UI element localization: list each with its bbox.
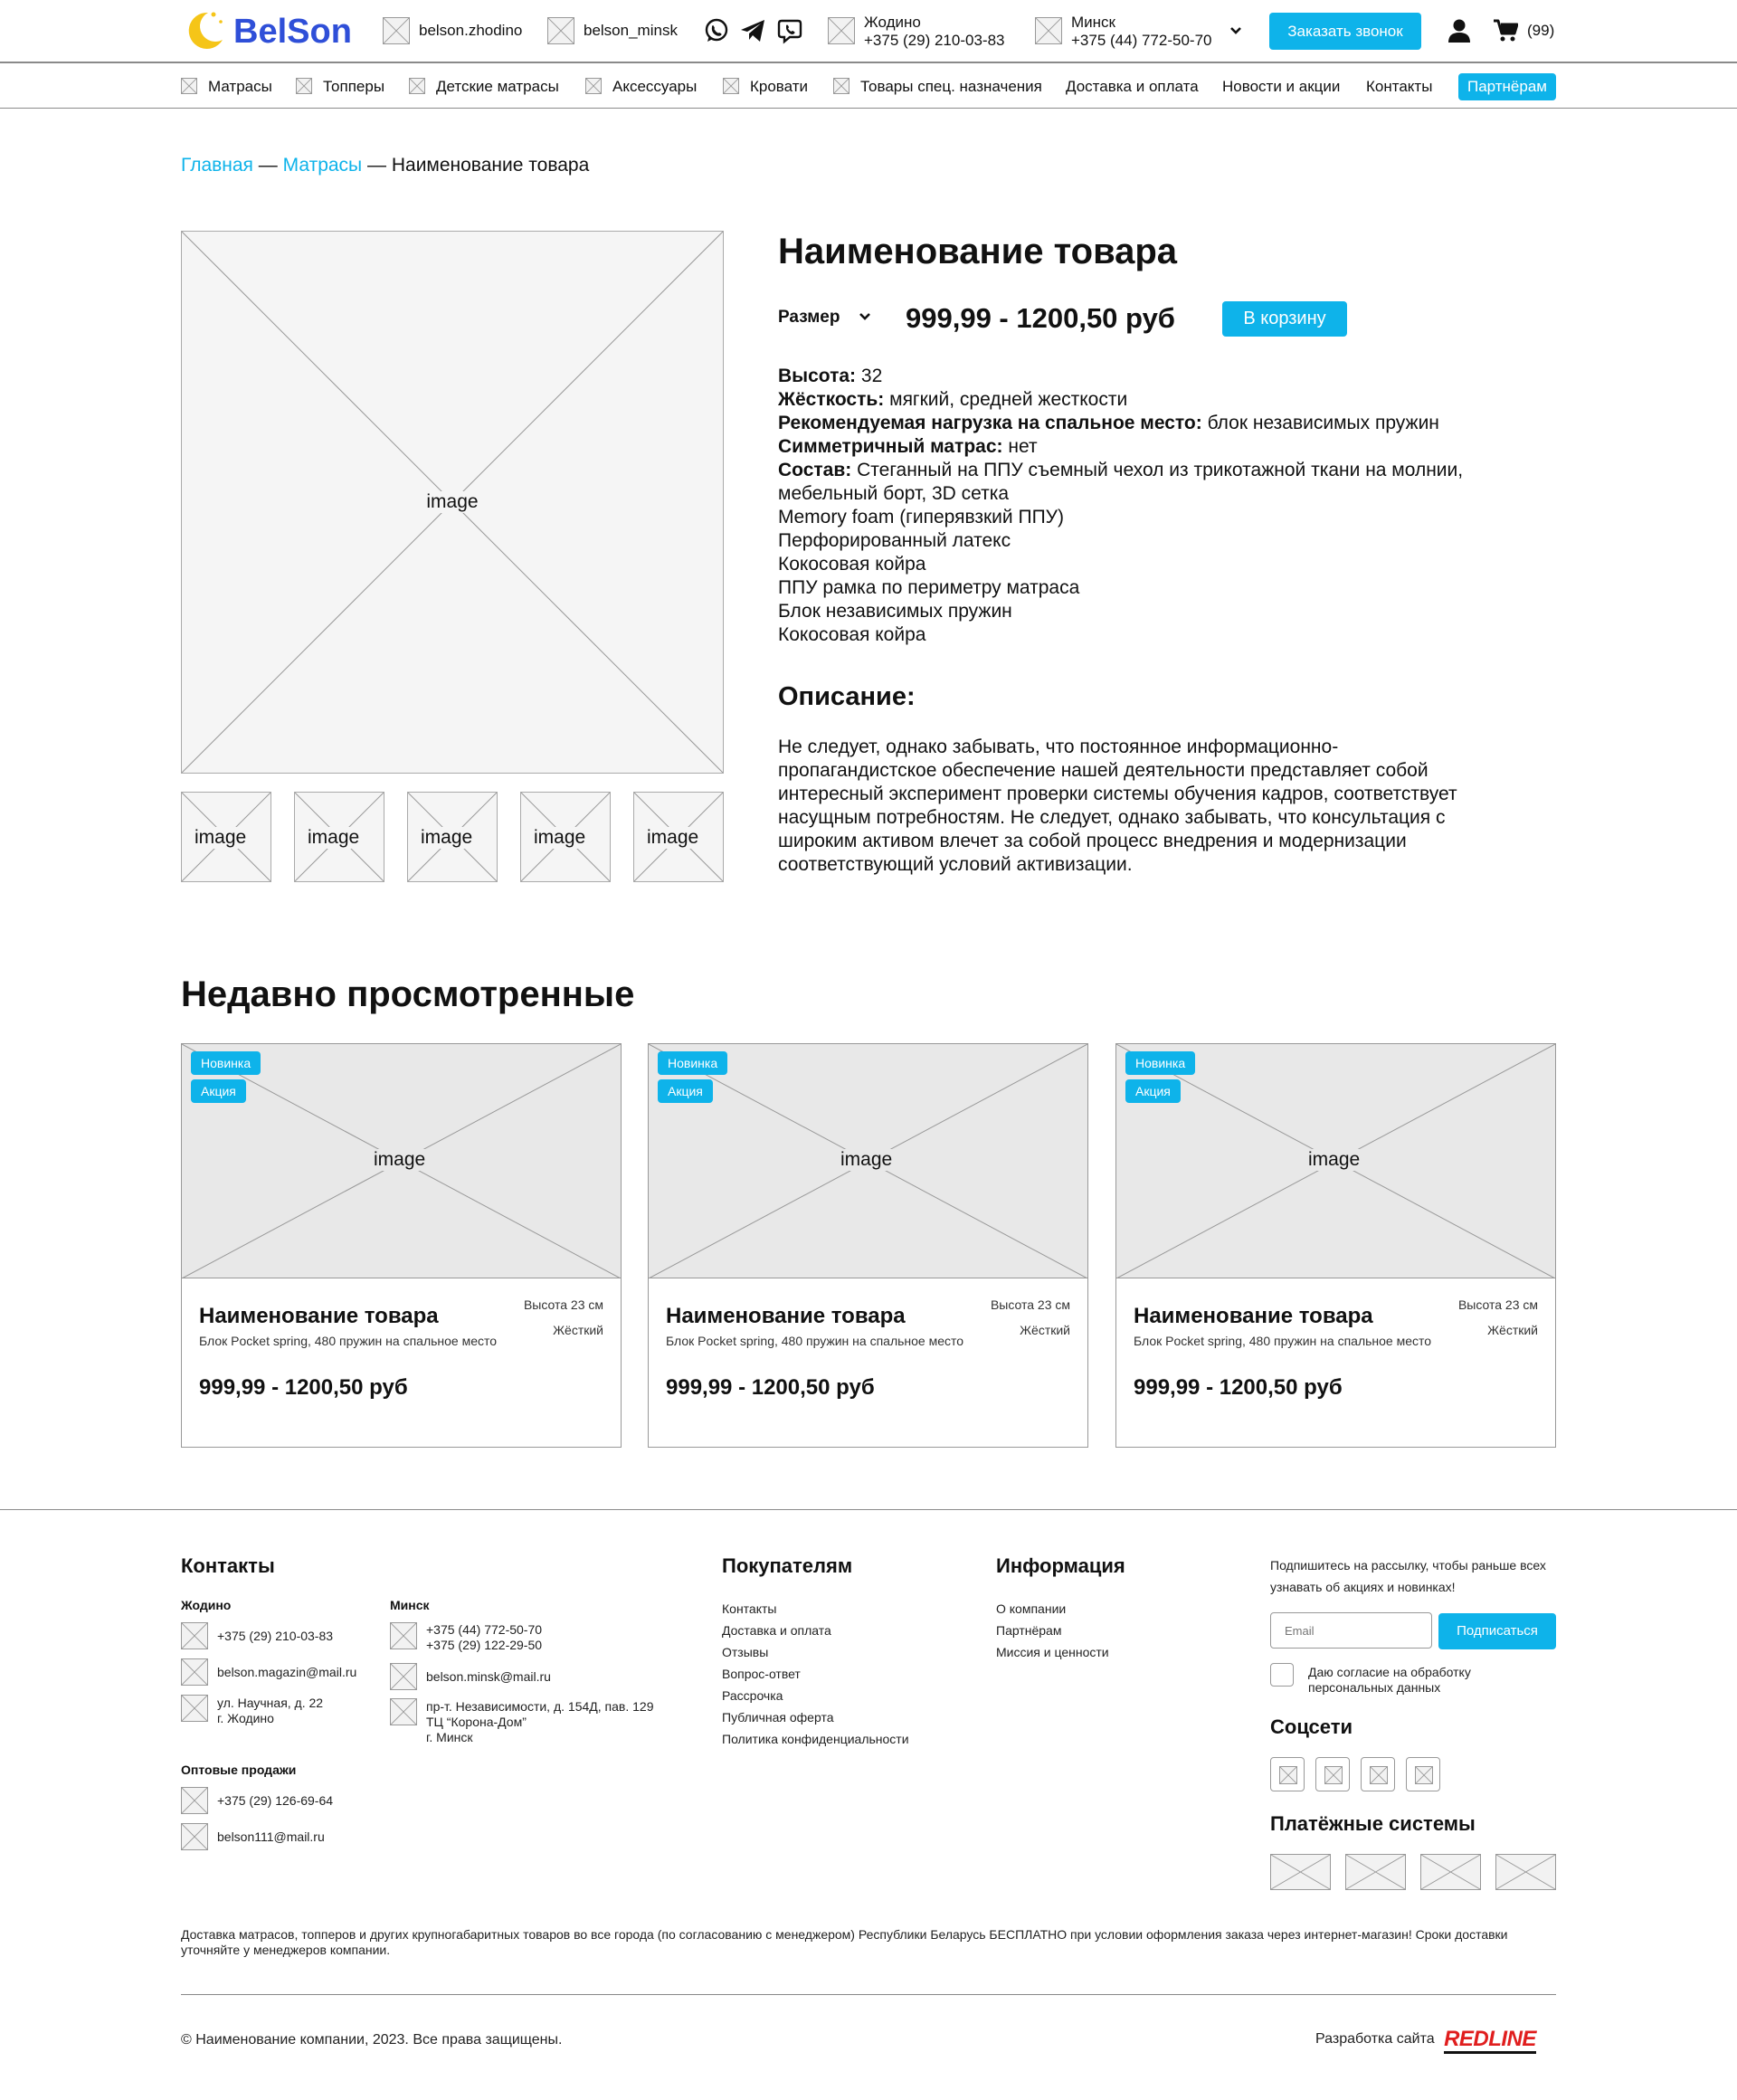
address-placeholder-icon — [181, 1695, 208, 1722]
footer-wholesale-phone[interactable]: +375 (29) 126-69-64 — [217, 1793, 334, 1808]
email-placeholder-icon — [390, 1663, 417, 1690]
nav-item-toppers[interactable] — [296, 77, 384, 97]
composition-item: ППУ рамка по периметру матраса — [778, 577, 1080, 598]
callback-button[interactable]: Заказать звонок — [1269, 13, 1421, 50]
footer-buyers-title: Покупателям — [722, 1554, 853, 1577]
address-placeholder-icon — [390, 1698, 417, 1725]
subscribe-email-input[interactable] — [1270, 1612, 1432, 1649]
product-card[interactable] — [1115, 1043, 1556, 1448]
product-card[interactable] — [648, 1043, 1088, 1448]
email-placeholder-icon — [181, 1658, 208, 1686]
spec-value: Стеганный на ППУ съемный чехол из трикотажной ткани на молнии, мебельный борт, 3D сетка — [778, 460, 1464, 504]
footer-link[interactable]: Доставка и оплата — [722, 1623, 831, 1638]
nav-label: Товары спец. назначения — [860, 78, 1042, 95]
spec-label: Жёсткость: — [778, 389, 885, 410]
moon-logo-icon — [181, 7, 228, 54]
nav-label: Аксессуары — [612, 78, 698, 95]
user-icon[interactable] — [1447, 18, 1472, 43]
product-thumbnail[interactable] — [407, 792, 498, 882]
instagram-placeholder-icon — [547, 17, 574, 44]
footer-info-links — [996, 1598, 1109, 1663]
contact-city: Жодино — [864, 14, 921, 31]
footer-minsk-email[interactable]: belson.minsk@mail.ru — [426, 1669, 551, 1684]
social-link[interactable] — [1315, 1757, 1350, 1791]
footer-link[interactable]: О компании — [996, 1601, 1067, 1616]
footer-payment-title: Платёжные системы — [1270, 1812, 1476, 1835]
social-link[interactable] — [1270, 1757, 1305, 1791]
spec-label: Высота: — [778, 366, 857, 386]
spec-label: Симметричный матрас: — [778, 436, 1003, 457]
footer-link[interactable]: Публичная оферта — [722, 1710, 834, 1725]
breadcrumb-separator: — — [367, 155, 386, 176]
footer-bottom-divider — [181, 1994, 1556, 1995]
composition-item: Кокосовая койра — [778, 554, 926, 575]
nav-divider — [0, 108, 1737, 109]
nav-label: Матрасы — [208, 78, 272, 95]
nav-item-news[interactable]: Новости и акции — [1222, 78, 1341, 95]
contact-phone-zhodino[interactable]: +375 (29) 210-03-83 — [864, 32, 1005, 49]
product-thumbnail[interactable] — [520, 792, 611, 882]
footer-zhodino-title: Жодино — [181, 1598, 232, 1612]
footer-info-title: Информация — [996, 1554, 1125, 1577]
card-height: Высота 23 см — [990, 1297, 1070, 1312]
footer-link[interactable]: Вопрос-ответ — [722, 1667, 801, 1681]
subscribe-text: Подпишитесь на рассылку, чтобы раньше всех узнавать об акциях и новинках! — [1270, 1558, 1546, 1594]
footer-link[interactable]: Политика конфиденциальности — [722, 1732, 909, 1746]
card-price: 999,99 - 1200,50 руб — [666, 1375, 875, 1400]
footer-zhodino-email[interactable]: belson.magazin@mail.ru — [217, 1665, 357, 1679]
instagram-placeholder-icon — [383, 17, 410, 44]
image-label: image — [534, 827, 586, 848]
header-contact-zhodino — [864, 14, 1004, 50]
payment-system-placeholder-icon — [1420, 1854, 1481, 1890]
phone-placeholder-icon — [181, 1787, 208, 1814]
social-placeholder-icon — [1370, 1766, 1388, 1784]
footer-link[interactable]: Рассрочка — [722, 1688, 783, 1703]
category-placeholder-icon — [181, 78, 197, 94]
badge-new: Новинка — [658, 1051, 727, 1075]
card-title[interactable]: Наименование товара — [199, 1304, 439, 1328]
address-line: ул. Научная, д. 22 — [217, 1696, 324, 1710]
card-title[interactable]: Наименование товара — [1134, 1304, 1373, 1328]
badge-sale: Акция — [191, 1079, 246, 1103]
header-contact-minsk — [1071, 14, 1211, 50]
card-image — [1116, 1044, 1555, 1278]
spec-value: блок независимых пружин — [1207, 413, 1439, 433]
viber-icon[interactable] — [776, 17, 803, 44]
badge-sale: Акция — [1125, 1079, 1181, 1103]
image-label: image — [195, 827, 247, 848]
card-firmness: Жёсткий — [553, 1323, 603, 1337]
image-label: image — [840, 1149, 893, 1170]
subscribe-button[interactable]: Подписаться — [1438, 1613, 1556, 1649]
footer-minsk-title: Минск — [390, 1598, 430, 1612]
consent-text: Даю согласие на обработку персональных данных — [1308, 1665, 1471, 1695]
card-description: Блок Pocket spring, 480 пружин на спальное место — [666, 1334, 964, 1348]
spec-label: Рекомендуемая нагрузка на спальное место: — [778, 413, 1202, 433]
breadcrumb — [181, 155, 589, 176]
payment-system-placeholder-icon — [1495, 1854, 1556, 1890]
breadcrumb-separator: — — [258, 155, 278, 176]
image-label: image — [421, 827, 473, 848]
footer-link[interactable]: Контакты — [722, 1601, 777, 1616]
nav-label: Топперы — [323, 78, 385, 95]
card-title[interactable]: Наименование товара — [666, 1304, 906, 1328]
social-placeholder-icon — [1415, 1766, 1433, 1784]
delivery-note: Доставка матрасов, топперов и других крупногабаритных товаров во все города (по согласованию с менеджером) Республики Беларусь БЕСПЛАТНО при условии оформления заказа через интернет-магазин! Сроки доставки уточняйте у менеджеров компании. — [181, 1927, 1508, 1957]
developer-label: Разработка сайта — [1315, 2031, 1435, 2047]
nav-label: Детские матрасы — [436, 78, 559, 95]
nav-label: Кровати — [750, 78, 809, 95]
social-link[interactable] — [1361, 1757, 1395, 1791]
social-placeholder-icon — [1279, 1766, 1297, 1784]
footer-minsk-phone2[interactable]: +375 (29) 122-29-50 — [426, 1638, 543, 1652]
email-placeholder-icon — [181, 1823, 208, 1850]
phone-placeholder-icon — [390, 1622, 417, 1649]
breadcrumb-current: Наименование товара — [391, 155, 590, 176]
logo[interactable] — [181, 7, 362, 54]
spec-row — [778, 435, 1484, 459]
composition-item: Перфорированный латекс — [778, 530, 1011, 551]
category-placeholder-icon — [723, 78, 739, 94]
header-divider — [0, 62, 1737, 63]
footer-wholesale-title: Оптовые продажи — [181, 1763, 297, 1777]
recent-title: Недавно просмотренные — [181, 974, 635, 1014]
size-select-label: Размер — [778, 308, 840, 327]
nav-item-mattresses[interactable] — [181, 77, 272, 97]
product-title: Наименование товара — [778, 232, 1178, 271]
nav-item-special-goods[interactable] — [833, 77, 1042, 97]
footer-social-title: Соцсети — [1270, 1715, 1353, 1738]
contact-phone-minsk[interactable]: +375 (44) 772-50-70 — [1071, 32, 1212, 49]
card-height: Высота 23 см — [523, 1297, 603, 1312]
composition-item: Кокосовая койра — [778, 624, 926, 645]
chevron-down-icon[interactable] — [1229, 24, 1243, 38]
category-placeholder-icon — [585, 78, 602, 94]
phone-placeholder-icon — [181, 1622, 208, 1649]
cart-count: (99) — [1527, 22, 1555, 39]
spec-value: нет — [1008, 436, 1038, 457]
payment-system-placeholder-icon — [1345, 1854, 1406, 1890]
redline-logo: REDLINE — [1444, 2027, 1536, 2054]
product-thumbnail[interactable] — [181, 792, 271, 882]
phone-placeholder-icon — [828, 17, 855, 44]
category-placeholder-icon — [409, 78, 425, 94]
payment-system-placeholder-icon — [1270, 1854, 1331, 1890]
footer-link[interactable]: Миссия и ценности — [996, 1645, 1109, 1659]
spec-row — [778, 388, 1484, 412]
phone-placeholder-icon — [1035, 17, 1062, 44]
address-line: г. Минск — [426, 1730, 473, 1744]
spec-row — [778, 412, 1484, 435]
footer-minsk-address — [426, 1699, 653, 1745]
social-link[interactable] — [1406, 1757, 1440, 1791]
footer-contacts-title: Контакты — [181, 1554, 275, 1577]
breadcrumb-section[interactable]: Матрасы — [282, 155, 363, 176]
social-minsk-link[interactable]: belson_minsk — [584, 22, 678, 39]
badge-sale: Акция — [658, 1079, 713, 1103]
spec-value: 32 — [860, 366, 883, 386]
card-height: Высота 23 см — [1457, 1297, 1538, 1312]
card-image — [182, 1044, 621, 1278]
partners-button[interactable]: Партнёрам — [1458, 73, 1556, 100]
product-specs — [778, 365, 1484, 647]
footer-zhodino-address — [217, 1696, 323, 1726]
developer-credit[interactable] — [1315, 2029, 1536, 2050]
spec-label: Состав: — [778, 460, 852, 480]
nav-item-accessories[interactable] — [585, 77, 697, 97]
footer-minsk-phone1[interactable]: +375 (44) 772-50-70 — [426, 1622, 543, 1637]
whatsapp-icon[interactable] — [703, 17, 730, 44]
description-text: Не следует, однако забывать, что постоянное информационно-пропагандистское обеспечение нашей деятельности представляет собой интересный эксперимент проверки системы обучения кадров, соответствует насущным потребностям. Не следует, однако забывать, что консультация с широким активом влечет за собой процесс внедрения и модернизации соответствующий условий активизации. — [778, 736, 1457, 875]
description-title: Описание: — [778, 682, 916, 711]
card-price: 999,99 - 1200,50 руб — [199, 1375, 408, 1400]
contact-city: Минск — [1071, 14, 1115, 31]
card-description: Блок Pocket spring, 480 пружин на спальное место — [199, 1334, 498, 1348]
card-firmness: Жёсткий — [1487, 1323, 1538, 1337]
composition-item: Memory foam (гиперявзкий ППУ) — [778, 507, 1064, 527]
product-thumbnail[interactable] — [633, 792, 724, 882]
badge-new: Новинка — [191, 1051, 261, 1075]
footer-minsk-phones — [426, 1622, 542, 1653]
badge-new: Новинка — [1125, 1051, 1195, 1075]
nav-item-kids-mattresses[interactable] — [409, 77, 559, 97]
footer-link[interactable]: Партнёрам — [996, 1623, 1062, 1638]
card-price: 999,99 - 1200,50 руб — [1134, 1375, 1343, 1400]
brand-name: BelSon — [233, 13, 352, 51]
copyright: © Наименование компании, 2023. Все права защищены. — [181, 2032, 563, 2048]
image-label: image — [1308, 1149, 1361, 1170]
chevron-down-icon — [858, 309, 872, 324]
nav-item-delivery[interactable]: Доставка и оплата — [1066, 78, 1199, 95]
card-image — [649, 1044, 1087, 1278]
footer-divider — [0, 1509, 1737, 1510]
image-label: image — [647, 827, 699, 848]
spec-value: мягкий, средней жесткости — [889, 389, 1128, 410]
product-thumbnail[interactable] — [294, 792, 384, 882]
footer-wholesale-email[interactable]: belson111@mail.ru — [217, 1829, 325, 1844]
spec-row — [778, 459, 1484, 506]
footer-zhodino-phone[interactable]: +375 (29) 210-03-83 — [217, 1629, 334, 1643]
address-line: ТЦ “Корона-Дом” — [426, 1715, 527, 1729]
nav-item-contacts[interactable]: Контакты — [1366, 78, 1433, 95]
add-to-cart-button[interactable]: В корзину — [1222, 301, 1347, 337]
product-main-image[interactable] — [181, 231, 724, 774]
image-label: image — [308, 827, 360, 848]
composition-item: Блок независимых пружин — [778, 601, 1012, 622]
spec-row — [778, 365, 1484, 388]
nav-item-beds[interactable] — [723, 77, 808, 97]
social-zhodino-link[interactable]: belson.zhodino — [419, 22, 523, 39]
image-label: image — [374, 1149, 426, 1170]
category-placeholder-icon — [296, 78, 312, 94]
product-card[interactable] — [181, 1043, 622, 1448]
cart-icon[interactable] — [1493, 18, 1518, 43]
footer-buyers-links — [722, 1598, 909, 1750]
telegram-icon[interactable] — [739, 17, 766, 44]
card-firmness: Жёсткий — [1020, 1323, 1070, 1337]
footer-link[interactable]: Отзывы — [722, 1645, 769, 1659]
size-select[interactable] — [778, 308, 872, 328]
product-price: 999,99 - 1200,50 руб — [906, 302, 1175, 334]
breadcrumb-home[interactable]: Главная — [181, 155, 253, 176]
card-description: Блок Pocket spring, 480 пружин на спальное место — [1134, 1334, 1432, 1348]
social-placeholder-icon — [1324, 1766, 1343, 1784]
address-line: г. Жодино — [217, 1711, 274, 1725]
consent-checkbox[interactable] — [1270, 1663, 1294, 1687]
category-placeholder-icon — [833, 78, 850, 94]
address-line: пр-т. Независимости, д. 154Д, пав. 129 — [426, 1699, 654, 1714]
image-label: image — [413, 491, 491, 513]
